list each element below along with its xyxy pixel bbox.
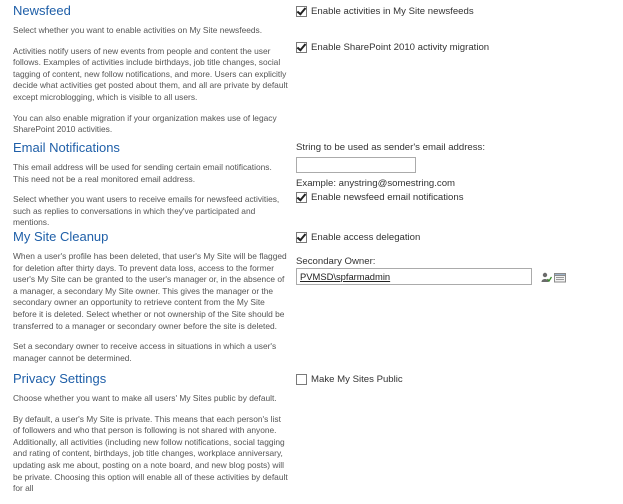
access-delegation-checkbox[interactable] <box>296 232 307 243</box>
sender-email-label: String to be used as sender's email address: <box>296 142 486 153</box>
enable-migration-label: Enable SharePoint 2010 activity migration <box>311 42 490 53</box>
privacy-desc-1: Choose whether you want to make all users' My Sites public by default. <box>13 393 277 403</box>
privacy-description <box>13 372 288 504</box>
public-my-sites-checkbox[interactable] <box>296 374 307 385</box>
enable-migration-checkbox[interactable] <box>296 42 307 53</box>
email-desc-1: This email address will be used for sending certain email notifications. This need not be a real monitored email address. <box>13 162 272 184</box>
enable-activities-option[interactable] <box>296 5 616 18</box>
enable-activities-label: Enable activities in My Site newsfeeds <box>311 6 474 17</box>
secondary-owner-input[interactable] <box>296 268 532 285</box>
privacy-options <box>296 373 616 386</box>
email-heading: Email Notifications <box>13 140 120 155</box>
newsfeed-desc-1: Select whether you want to enable activities on My Site newsfeeds. <box>13 25 263 35</box>
sender-email-example: Example: anystring@somestring.com <box>296 178 456 189</box>
check-names-icon[interactable] <box>541 270 552 281</box>
newsfeed-email-option[interactable] <box>296 191 616 204</box>
public-my-sites-option[interactable] <box>296 373 616 386</box>
newsfeed-desc-3: You can also enable migration if your organization makes use of legacy SharePoint 2010 activities. <box>13 112 277 135</box>
newsfeed-desc-2: Activities notify users of new events from people and content the user follows. Examples of activities include birthdays, job title changes, social tagging of content, new follow notifications, and more. Users can explicitly decide what activities get posted about them, and all are private by default except microblogging, which is visible to all users. <box>13 45 288 102</box>
newsfeed-email-checkbox[interactable] <box>296 192 307 203</box>
email-description <box>13 141 288 238</box>
email-options <box>296 142 616 204</box>
cleanup-desc-1: When a user's profile has been deleted, that user's My Site will be flagged for deletion after thirty days. To prevent data loss, access to the former user's My Site can be granted to the user's manager or, in the absence of a manager, a secondary My Site owner. This gives the manager or the secondary owner an opportunity to retrieve content from the My Site before it is deleted. Select whether or not ownership of the Site should be transferred to a manager or secondary owner before the site is deleted. <box>13 251 287 331</box>
secondary-owner-label: Secondary Owner: <box>296 256 376 267</box>
cleanup-desc-2: Set a secondary owner to receive access in situations in which a user's manager cannot be determined. <box>13 341 277 363</box>
public-my-sites-label: Make My Sites Public <box>311 374 403 385</box>
privacy-heading: Privacy Settings <box>13 371 107 386</box>
access-delegation-label: Enable access delegation <box>311 232 421 243</box>
browse-directory-icon[interactable] <box>554 270 565 281</box>
enable-activities-checkbox[interactable] <box>296 6 307 17</box>
cleanup-options <box>296 231 616 285</box>
cleanup-heading: My Site Cleanup <box>13 229 109 244</box>
newsfeed-email-label: Enable newsfeed email notifications <box>311 192 464 203</box>
secondary-owner-value: PVMSD\spfarmadmin <box>300 271 391 282</box>
people-picker-icons <box>541 270 565 281</box>
email-desc-2: Select whether you want users to receive emails for newsfeed activities, such as replies to conversations in which they've participated and mentions. <box>13 194 280 228</box>
cleanup-description <box>13 230 288 373</box>
sender-email-input[interactable] <box>296 157 416 173</box>
newsfeed-description <box>13 4 288 145</box>
newsfeed-heading: Newsfeed <box>13 3 71 18</box>
privacy-desc-2: By default, a user's My Site is private. This means that each person's list of followers and who that person is following is not shared with anyone. Additionally, all activities (including new follow notifications, social tagging and rating of content, birthdays, job title changes, workplace anniversary, updating ask me about, posting on a note board, and new blog posts) will be private. Choosing this option will enable all of these activities by default for all <box>13 413 288 494</box>
enable-migration-option[interactable] <box>296 41 616 54</box>
newsfeed-options <box>296 5 616 54</box>
access-delegation-option[interactable] <box>296 231 616 244</box>
